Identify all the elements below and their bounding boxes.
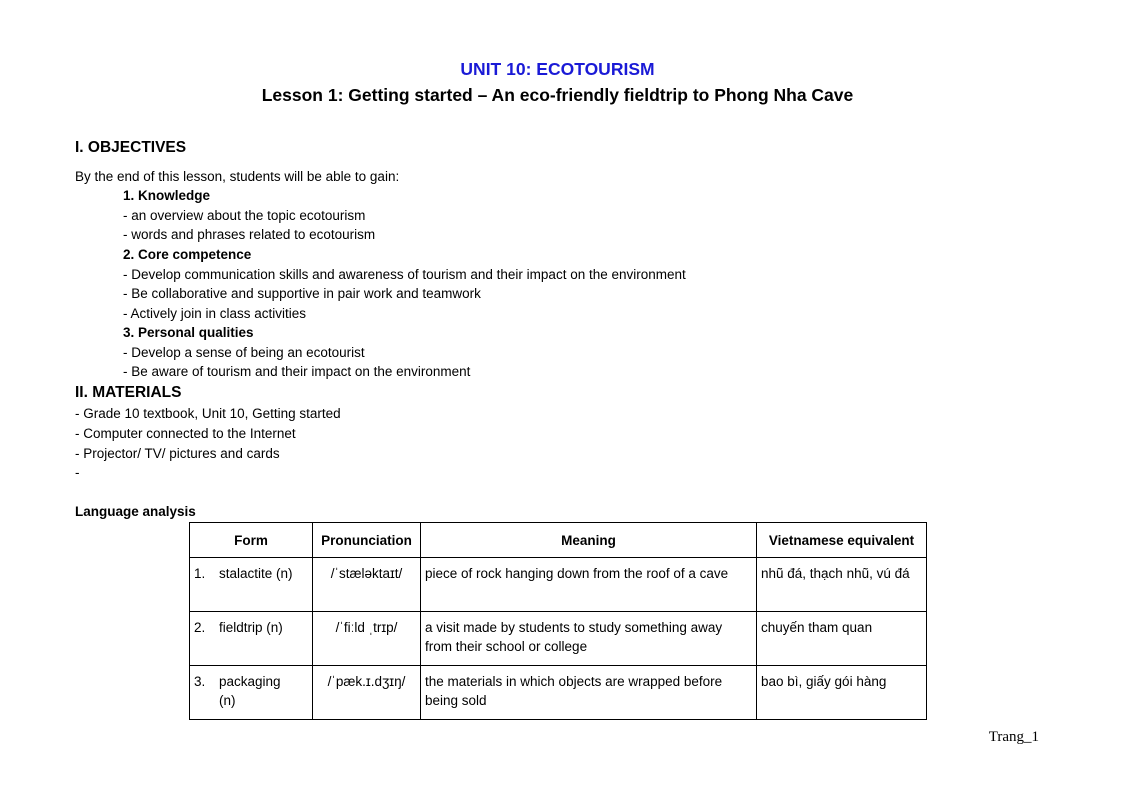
form-cell [190,612,313,666]
vocabulary-table [189,522,927,720]
materials-heading: II. MATERIALS [75,384,182,401]
vietnamese-cell: chuyến tham quan [757,612,927,666]
pronunciation-cell: /ˈpæk.ɪ.dʒɪŋ/ [313,666,421,720]
page-number-footer: Trang_1 [988,729,1039,745]
vietnamese-cell: bao bì, giấy gói hàng [757,666,927,720]
objectives-intro: By the end of this lesson, students will be able to gain: [75,169,400,184]
form-word: packaging (n) [219,674,281,708]
list-item: - words and phrases related to ecotourism [123,227,376,242]
list-item: - [75,465,80,480]
list-item: - an overview about the topic ecotourism [123,208,366,223]
list-item: - Grade 10 textbook, Unit 10, Getting started [75,406,341,421]
meaning-cell: piece of rock hanging down from the roof of a cave [421,558,757,612]
list-item: - Develop a sense of being an ecotourist [123,345,365,360]
language-analysis-heading: Language analysis [75,504,196,519]
column-header-pronunciation: Pronunciation [313,523,421,558]
table-row [190,666,927,720]
lesson-title: Lesson 1: Getting started – An eco-friendly fieldtrip to Phong Nha Cave [261,85,854,105]
pronunciation-cell: /ˈstæləktaɪt/ [313,558,421,612]
table-row [190,558,927,612]
meaning-cell: a visit made by students to study something away from their school or college [421,612,757,666]
objectives-heading: I. OBJECTIVES [75,139,187,156]
list-item: - Projector/ TV/ pictures and cards [75,446,280,461]
table-row [190,612,927,666]
list-item: - Actively join in class activities [123,306,307,321]
column-header-vietnamese: Vietnamese equivalent [757,523,927,558]
column-header-form: Form [190,523,313,558]
list-item: - Develop communication skills and awareness of tourism and their impact on the environment [123,267,686,282]
form-cell [190,558,313,612]
section-title-knowledge: 1. Knowledge [123,188,211,203]
list-item: - Computer connected to the Internet [75,426,296,441]
row-number: 2. [194,620,206,635]
section-title-core-competence: 2. Core competence [123,247,252,262]
unit-title: UNIT 10: ECOTOURISM [460,59,655,79]
form-word: fieldtrip (n) [219,620,283,635]
meaning-cell: the materials in which objects are wrapped before being sold [421,666,757,720]
table-header-row [190,523,927,558]
column-header-meaning: Meaning [421,523,757,558]
list-item: - Be aware of tourism and their impact on the environment [123,364,471,379]
row-number: 1. [194,566,206,581]
section-title-personal-qualities: 3. Personal qualities [123,325,254,340]
vietnamese-cell: nhũ đá, thạch nhũ, vú đá [757,558,927,612]
list-item: - Be collaborative and supportive in pair work and teamwork [123,286,481,301]
form-cell [190,666,313,720]
form-word: stalactite (n) [219,566,293,581]
pronunciation-cell: /ˈfiːld ˌtrɪp/ [313,612,421,666]
row-number: 3. [194,674,206,689]
